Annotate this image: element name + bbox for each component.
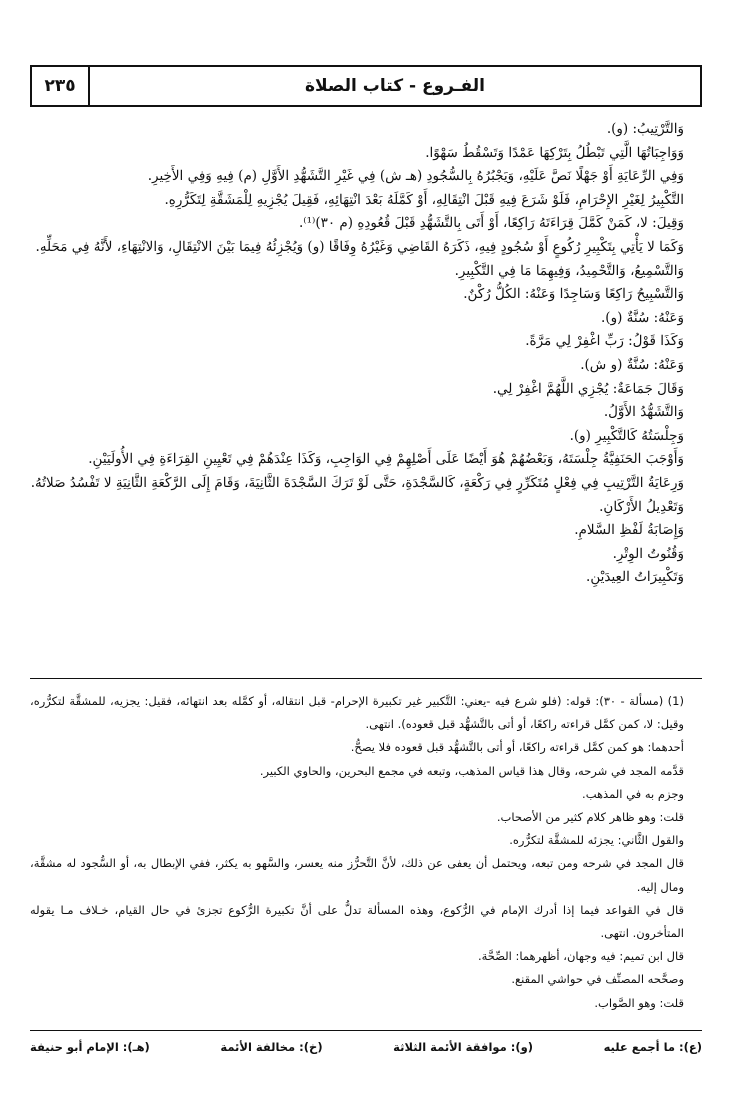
main-paragraph: وَالتَّسْمِيعُ، وَالتَّحْمِيدُ، وَفِيهِمَا مَا فِي التَّكْبِيرِ. bbox=[454, 262, 684, 279]
main-paragraph: وَكَذَا قَوْلُ: رَبِّ اغْفِرْ لِي مَرَّةً. bbox=[525, 333, 684, 350]
main-paragraph: وَالتَّسْبِيحُ رَاكِعًا وَسَاجِدًا وَعَنْهُ: الكُلُّ رُكْنٌ. bbox=[463, 286, 684, 303]
main-paragraph: وَعَنْهُ: سُنَّةٌ (و). bbox=[601, 309, 684, 326]
page-number: ٢٣٥ bbox=[32, 67, 90, 105]
page-header bbox=[30, 65, 702, 107]
main-paragraph: وَوَاجِبَاتُهَا الَّتِي تَبْطُلُ بِتَرْكِهَا عَمْدًا وَتَسْقُطُ سَهْوًا. bbox=[425, 144, 684, 161]
header-title: الفـروع - كتاب الصلاة bbox=[304, 76, 486, 96]
main-paragraph: وَجِلْسَتُهُ كَالتَّكْبِيرِ (و). bbox=[569, 427, 684, 444]
footnote-paragraph: قلت: وهو الصَّواب. bbox=[594, 995, 684, 1010]
main-paragraph: وَرِعَايَةُ التَّرْتِيبِ فِي فِعْلٍ مُتَكَرِّرٍ فِي رَكْعَةٍ، كَالسَّجْدَةِ، حَتَّى لَوْ تَرَكَ السَّجْدَةَ الثَّانِيَةَ، وَقَامَ إِلَى الرَّكْعَةِ الثَّانِيَةِ لا تَفْسُدُ صَلاتُهُ. bbox=[30, 474, 684, 491]
main-paragraph: وَالتَّشَهُّدُ الأَوَّلُ. bbox=[603, 404, 684, 421]
main-text bbox=[30, 118, 702, 590]
main-paragraph: وَأَوْجَبَ الحَنَفِيَّةُ جِلْسَتَهُ، وَبَعْضُهُمْ هُوَ أَيْضًا عَلَى أَصْلِهِمْ فِي الوَاجِبِ، وَكَذَا عِنْدَهُمْ فِي تَعْيِينِ القِرَاءَةِ فِي الأُولَيَيْنِ. bbox=[88, 451, 684, 468]
footnote-separator bbox=[30, 678, 702, 679]
legend-ijma: (ع): ما أجمع عليه bbox=[603, 1040, 702, 1054]
main-paragraph: وَالتَّرْتِيبُ: (و). bbox=[606, 121, 684, 137]
footnote-paragraph: وجزم به في المذهب. bbox=[582, 786, 684, 801]
footnote-paragraph: أحدهما: هو كمن كمَّل قراءته راكعًا، أو أتى بالتَّشهُّد قبل قعوده فلا يصحُّ. bbox=[350, 740, 684, 755]
main-paragraph: وَعَنْهُ: سُنَّةٌ (و ش). bbox=[580, 356, 684, 373]
legend-mukhalafa: (خ): مخالفة الأئمة bbox=[220, 1040, 323, 1054]
main-paragraph: التَّكْبِيرُ لِغَيْرِ الإِحْرَامِ، فَلَوْ شَرَعَ فِيهِ قَبْلَ انْتِقَالِهِ، أَوْ كَمَّلَهُ بَعْدَ انْتِهَائِهِ، فَقِيلَ يُجْزِيهِ لِلْمَشَقَّةِ لِتَكَرُّرِهِ. bbox=[164, 191, 684, 208]
footnote-paragraph: والقول الثَّاني: يجزئه للمشقَّة لتكرُّره. bbox=[509, 833, 684, 848]
footnote-paragraph: قلت: وهو ظاهر كلام كثير من الأصحاب. bbox=[496, 810, 684, 825]
footnote-paragraph: قال ابن تميم: فيه وجهان، أظهرهما: الصِّحَّة. bbox=[477, 949, 684, 964]
main-paragraph: وَكَمَا لا يَأْتِي بِتَكْبِيرِ رُكُوعٍ أَوْ سُجُودٍ فِيهِ، ذَكَرَهُ القَاضِي وَغَيْرُهُ وِفَاقًا (و) وَيُجْزِئُهُ فِيمَا بَيْنَ الانْتِقَالِ، وَالانْتِهَاءِ، لأَنَّهُ فِي مَحَلِّهِ. bbox=[35, 238, 684, 255]
main-paragraph: وَقَالَ جَمَاعَةٌ: يُجْزِي اللَّهُمَّ اغْفِرْ لِي. bbox=[492, 380, 684, 397]
footnotes bbox=[30, 690, 702, 1015]
footnote-paragraph: (1) (مسألة - ٣٠): قوله: (فلو شرع فيه -يعني: التَّكبير غير تكبيرة الإحرام- قبل انتقاله، أو كمَّله بعد انتهائه، فقيل: يجزيه، للمشقَّة لتكرُّره، وقيل: لا، كمن كمَّل قراءته راكعًا، أو أتى بالتَّشهُّد قبل قعوده). انتهى. bbox=[30, 694, 684, 732]
legend-muwafaqa: (و): موافقة الأئمة الثلاثة bbox=[393, 1040, 533, 1054]
legend-separator bbox=[30, 1030, 702, 1031]
main-paragraph: وَإِصَابَةُ لَفْظِ السَّلامِ. bbox=[574, 522, 684, 539]
footnote-paragraph: وصحَّحه المصنِّف في حواشي المقنع. bbox=[511, 972, 684, 987]
footnote-paragraph: قدَّمه المجد في شرحه، وقال هذا قياس المذهب، وتبعه في مجمع البحرين، والحاوي الكبير. bbox=[259, 763, 684, 778]
main-paragraph: وَقِيلَ: لا، كَمَنْ كَمَّلَ قِرَاءَتَهُ رَاكِعًا، أَوْ أَتَى بِالتَّشَهُّدِ قَبْلَ قُعُودِهِ (م ٣٠)⁽¹⁾. bbox=[299, 215, 684, 232]
main-paragraph: وَقُنُوتُ الوِتْرِ. bbox=[612, 545, 684, 562]
main-paragraph: وَفِي الرِّعَايَةِ أَوْ جَهْلًا نَصَّ عَلَيْهِ، وَيَجْبُرُهُ بِالسُّجُودِ (هـ ش) فِي غَيْرِ التَّشَهُّدِ الأَوَّلِ (م) فِيهِ وَفِي الأَخِيرِ. bbox=[147, 168, 684, 185]
legend-abu-hanifa: (هـ): الإمام أبو حنيفة bbox=[30, 1040, 150, 1054]
abbreviation-legend bbox=[30, 1040, 702, 1054]
footnote-paragraph: قال في القواعد فيما إذا أدرك الإمام في الرُّكوع، وهذه المسألة تدلُّ على أنَّ تكبيرة الرُّكوع تجزئ في حال القيام، خـلاف مـا يقوله المتأخرون. انتهى. bbox=[30, 902, 684, 941]
main-paragraph: وَتَكْبِيرَاتُ العِيدَيْنِ. bbox=[586, 569, 684, 586]
footnote-paragraph: قال المجد في شرحه ومن تبعه، ويحتمل أن يعفى عن ذلك، لأنَّ التَّحرُّز منه يعسر، والسَّهو به يكثر، ففي الإبطال به، أو السُّجود له مشقَّة، ومال إليه. bbox=[30, 856, 684, 894]
main-paragraph: وَتَعْدِيلُ الأَرْكَانِ. bbox=[599, 498, 684, 515]
